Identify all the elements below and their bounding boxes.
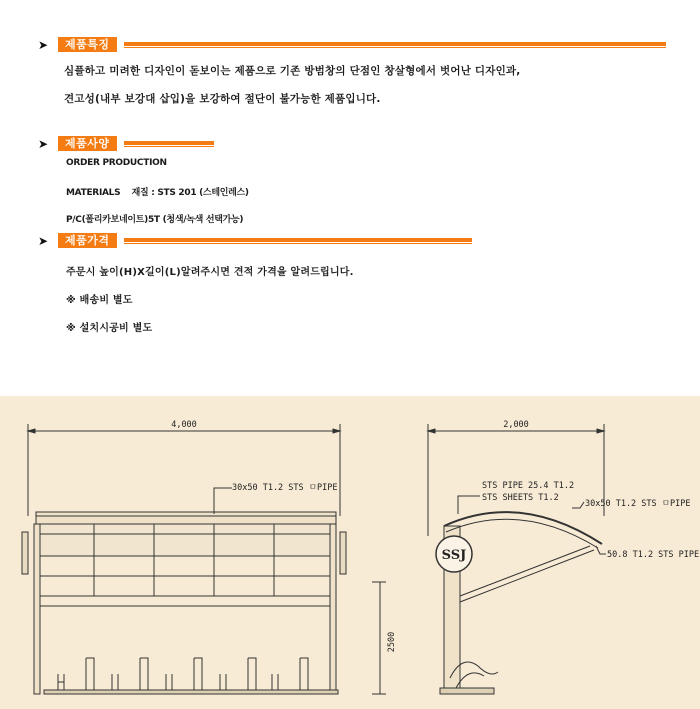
price-line-1: 주문시 높이(H)X길이(L)알려주시면 견적 가격을 알려드립니다.	[66, 267, 354, 278]
divider	[124, 42, 666, 46]
technical-drawing	[0, 396, 700, 709]
section-header	[38, 136, 668, 152]
section-header	[38, 233, 668, 249]
arrow-icon: ➤	[38, 38, 49, 52]
feature-line-1: 심플하고 미려한 디자인이 돋보이는 제품으로 기존 방범창의 단점인 창살형에서 벗어난 디자인과,	[64, 65, 521, 77]
section-price	[38, 233, 668, 334]
spec-line-3: P/C(폴리카보네이트)5T (청색/녹색 선택가능)	[66, 215, 244, 225]
section-features	[38, 37, 668, 105]
height-dimension: 2500	[387, 631, 397, 653]
front-pipe-callout: 30x50 T1.2 STS ㅁPIPE	[232, 483, 338, 493]
section-specs	[38, 136, 668, 225]
price-line-2: ※ 배송비 별도	[66, 295, 133, 306]
section-title: 제품가격	[58, 233, 117, 248]
arrow-icon: ➤	[38, 234, 49, 248]
section-title: 제품특징	[58, 37, 117, 52]
divider	[124, 238, 472, 242]
side-round-pipe-callout: 50.8 T1.2 STS PIPE	[607, 550, 700, 560]
spec-line-2: MATERIALS 재질 : STS 201 (스테인레스)	[66, 188, 249, 198]
arrow-icon: ➤	[38, 137, 49, 151]
price-line-3: ※ 설치시공비 별도	[66, 323, 153, 334]
front-width-dimension: 4,000	[171, 420, 197, 430]
side-square-pipe-callout: 30x50 T1.2 STS ㅁPIPE	[585, 499, 691, 509]
side-width-dimension: 2,000	[503, 420, 529, 430]
feature-line-2: 견고성(내부 보강대 삽입)을 보강하여 절단이 불가능한 제품입니다.	[64, 93, 381, 105]
drawing-svg	[0, 396, 700, 709]
divider	[124, 141, 214, 145]
side-pipe-callout: STS PIPE 25.4 T1.2	[482, 481, 575, 491]
side-sheets-callout: STS SHEETS T1.2	[482, 493, 559, 503]
ssj-logo: SSJ	[441, 548, 467, 563]
section-title: 제품사양	[58, 136, 117, 151]
spec-line-1: ORDER PRODUCTION	[66, 158, 167, 168]
section-header	[38, 37, 668, 53]
